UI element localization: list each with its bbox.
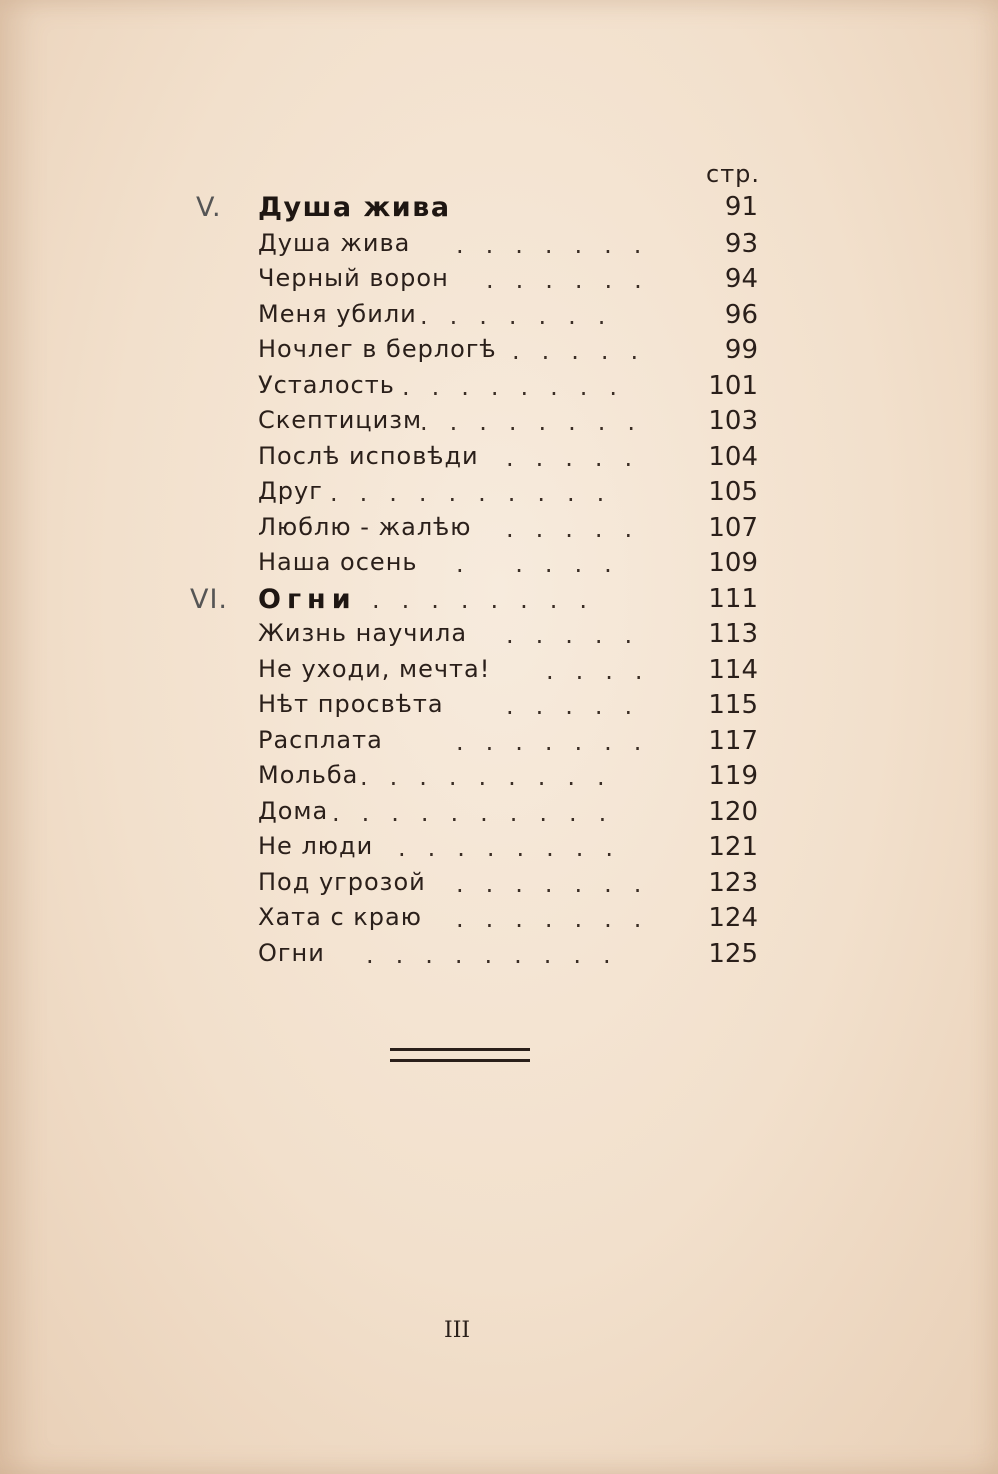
entry-title: Наша осень [258,548,418,576]
toc-entry[interactable] [0,655,998,689]
leader-dots: ...... [486,266,664,294]
page-folio: III [444,1318,471,1343]
entry-title: Расплата [258,726,383,754]
double-rule-top [390,1048,530,1051]
page-number: 103 [708,406,758,436]
toc-entry[interactable] [0,761,998,795]
leader-dots: ....... [456,728,664,756]
leader-dots: . .... [456,550,634,578]
entry-title: Жизнь научила [258,619,468,647]
leader-dots: ....... [456,870,664,898]
page-number: 121 [708,832,758,862]
toc-entry[interactable] [0,903,998,937]
section-title: Душа жива [258,192,451,223]
leader-dots: ....... [456,231,664,259]
entry-title: Меня убили [258,300,417,328]
entry-title: Послѣ исповѣди [258,442,479,470]
leader-dots: ..... [506,692,655,720]
section-numeral: V. [196,192,222,223]
page-number: 94 [724,264,758,294]
page-number: 124 [708,903,758,933]
toc-entry[interactable] [0,619,998,653]
page-number: 125 [708,939,758,969]
leader-dots: ..... [506,444,655,472]
entry-title: Мольба [258,761,359,789]
page-number: 101 [708,371,758,401]
page-number: 123 [708,868,758,898]
leader-dots: ........ [420,408,658,436]
toc-section-vi[interactable] [0,584,998,618]
double-rule-bottom [390,1059,530,1062]
entry-title: Нѣт просвѣта [258,690,444,718]
toc-entry[interactable] [0,726,998,760]
toc-entry[interactable] [0,371,998,405]
page-column-header: стр. [706,160,761,188]
toc-entry[interactable] [0,548,998,582]
entry-title: Дома [258,797,329,825]
page-number: 119 [708,761,758,791]
leader-dots: ........ [402,373,640,401]
leader-dots: ....... [420,302,628,330]
entry-title: Не люди [258,832,374,860]
section-numeral: VI. [190,584,229,615]
entry-title: Ночлег в берлогѣ [258,335,497,363]
page-number: 104 [708,442,758,472]
toc-entry[interactable] [0,513,998,547]
leader-dots: ....... [456,905,664,933]
entry-title: Черный ворон [258,264,449,292]
toc-entry[interactable] [0,264,998,298]
toc-entry[interactable] [0,939,998,973]
toc-entry[interactable] [0,442,998,476]
page-number: 113 [708,619,758,649]
leader-dots: ......... [360,763,627,791]
leader-dots: ........ [398,834,636,862]
leader-dots: ..... [506,621,655,649]
entry-title: Под угрозой [258,868,426,896]
page-number: 109 [708,548,758,578]
leader-dots: .......... [332,799,629,827]
page-number: 111 [708,584,758,614]
page-number: 91 [724,192,758,222]
toc-entry[interactable] [0,300,998,334]
entry-title: Скептицизм [258,406,423,434]
page-number: 93 [724,229,758,259]
page-number: 99 [724,335,758,365]
page-number: 120 [708,797,758,827]
leader-dots: ..... [512,337,661,365]
entry-title: Друг [258,477,323,505]
toc-entry[interactable] [0,797,998,831]
entry-title: Люблю - жалѣю [258,513,472,541]
toc-entry[interactable] [0,335,998,369]
section-title: Огни [258,584,357,615]
leader-dots: ..... [506,515,655,543]
page-number: 114 [708,655,758,685]
entry-title: Не уходи, мечта! [258,655,491,683]
page-number: 117 [708,726,758,756]
leader-dots: ........ [372,586,610,614]
page-number: 105 [708,477,758,507]
leader-dots: .......... [330,479,627,507]
page-number: 107 [708,513,758,543]
toc-entry[interactable] [0,406,998,440]
page-number: 96 [724,300,758,330]
toc-entry[interactable] [0,868,998,902]
toc-entry[interactable] [0,832,998,866]
entry-title: Душа жива [258,229,411,257]
entry-title: Огни [258,939,325,967]
page-number: 115 [708,690,758,720]
toc-entry[interactable] [0,477,998,511]
toc-section-v[interactable] [0,192,998,226]
leader-dots: .... [546,657,665,685]
leader-dots: ......... [366,941,633,969]
entry-title: Хата с краю [258,903,422,931]
entry-title: Усталость [258,371,395,399]
toc-entry[interactable] [0,690,998,724]
toc-entry[interactable] [0,229,998,263]
